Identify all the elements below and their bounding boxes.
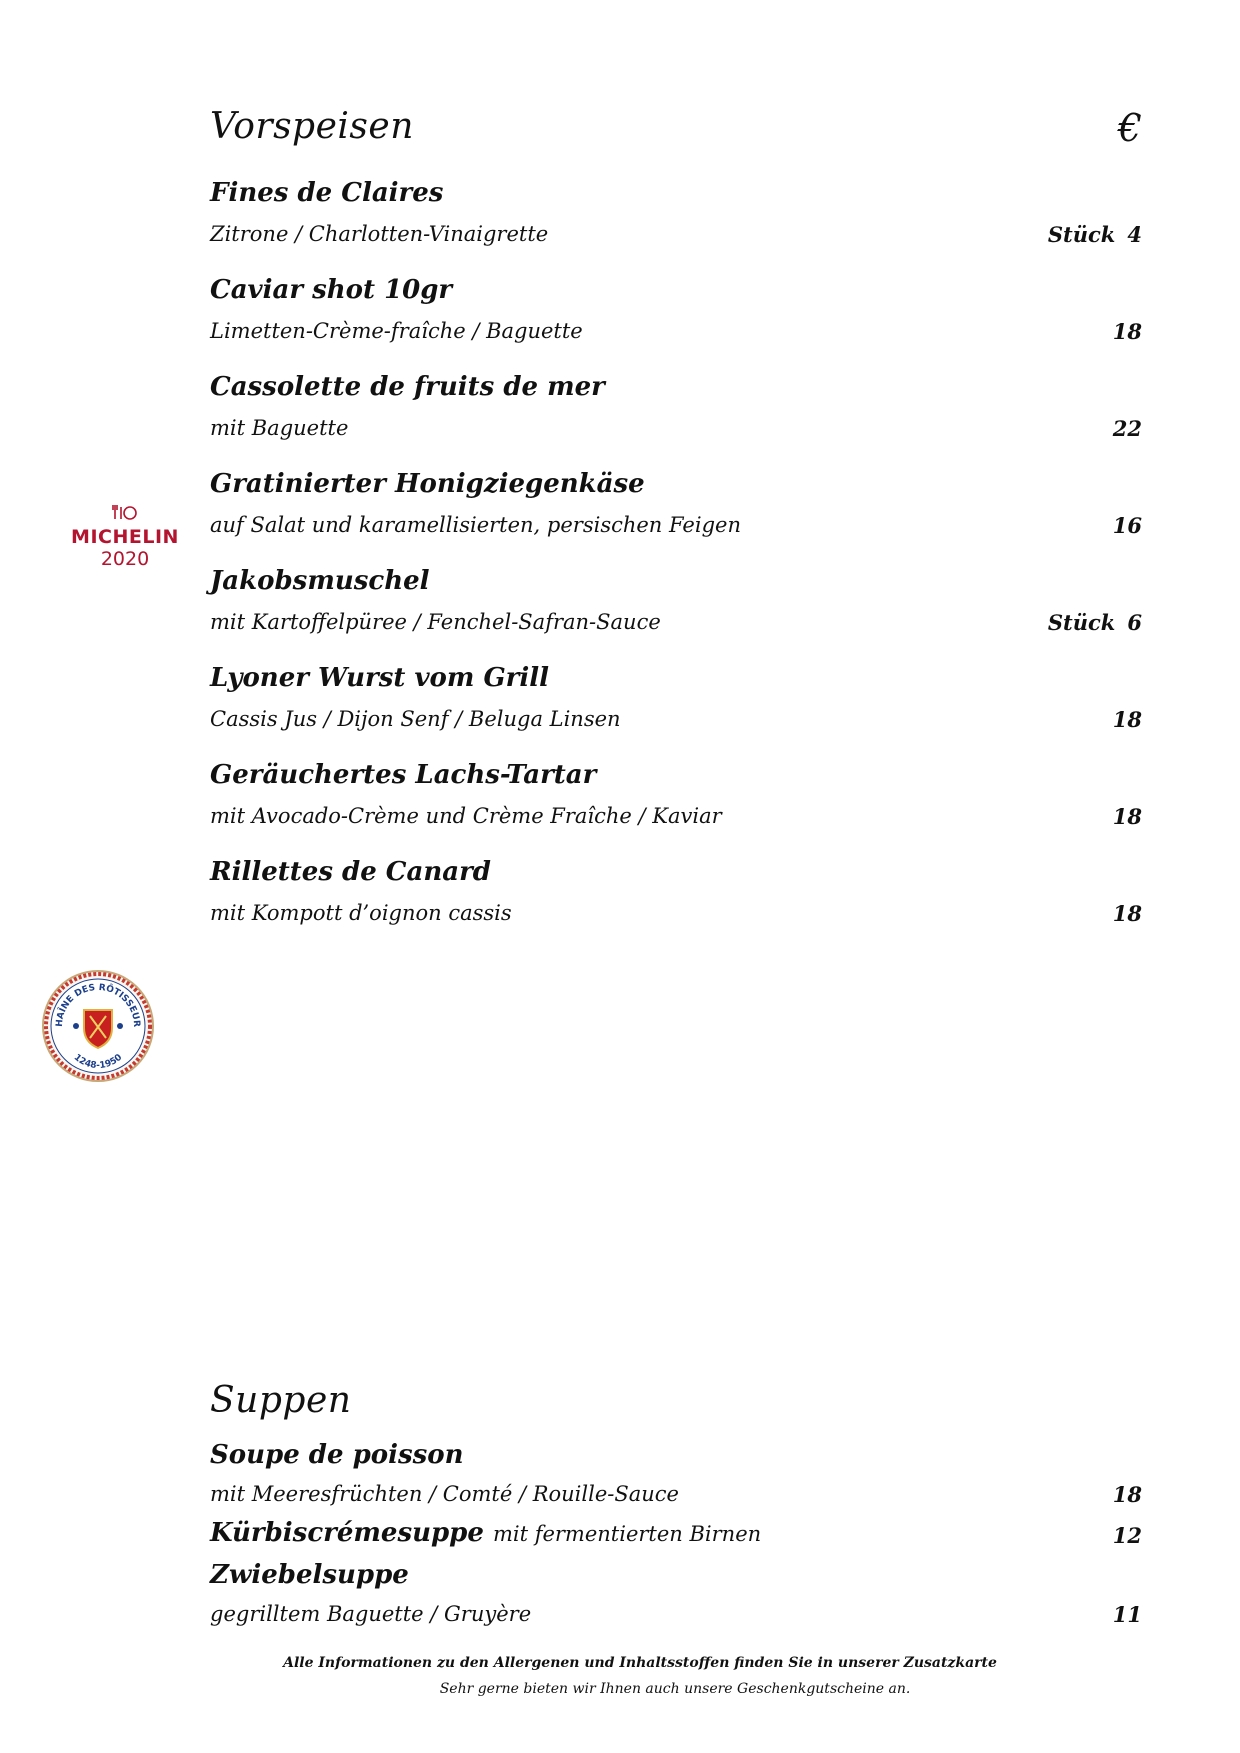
- item-price: [1048, 610, 1142, 635]
- item-title: Fines de Claires: [210, 178, 444, 208]
- voucher-notice: Sehr gerne bieten wir Ihnen auch unsere Geschenkgutscheine an.: [439, 1681, 911, 1697]
- item-price: 18: [1112, 901, 1142, 926]
- currency-symbol: €: [1117, 106, 1142, 150]
- price-value: 6: [1127, 610, 1142, 635]
- michelin-year: 2020: [100, 548, 150, 570]
- item-title: Jakobsmuschel: [210, 566, 430, 596]
- item-title: Gratinierter Honigziegenkäse: [210, 469, 645, 499]
- chaine-des-rotisseurs-seal-icon: [40, 968, 156, 1084]
- item-description: mit Kompott d’oignon cassis: [210, 901, 512, 925]
- item-price: 12: [1112, 1523, 1142, 1548]
- price-unit: Stück: [1047, 610, 1116, 635]
- item-description: mit Avocado-Crème und Crème Fraîche / Kaviar: [210, 804, 722, 828]
- item-description: mit Kartoffelpüree / Fenchel-Safran-Sauce: [210, 610, 661, 634]
- item-price: 18: [1112, 319, 1142, 344]
- allergen-notice: Alle Informationen zu den Allergenen und Inhaltsstoffen finden Sie in unserer Zusatzkarte: [283, 1655, 997, 1671]
- item-price: 18: [1112, 804, 1142, 829]
- item-price: 16: [1112, 513, 1142, 538]
- item-title: Geräuchertes Lachs-Tartar: [210, 760, 597, 790]
- seal-text-bottom: 1248-1950: [71, 1052, 125, 1072]
- item-title: [210, 1518, 761, 1548]
- item-title: Soupe de poisson: [210, 1440, 464, 1470]
- section-heading-starters: Vorspeisen: [210, 106, 414, 147]
- item-title: Rillettes de Canard: [210, 857, 491, 887]
- item-description: auf Salat und karamellisierten, persischen Feigen: [210, 513, 741, 537]
- item-description: mit Meeresfrüchten / Comté / Rouille-Sauce: [210, 1482, 679, 1506]
- item-price: 11: [1112, 1602, 1142, 1627]
- item-description: Limetten-Crème-fraîche / Baguette: [210, 319, 583, 343]
- item-title: Lyoner Wurst vom Grill: [210, 663, 549, 693]
- item-inline-description: mit fermentierten Birnen: [492, 1522, 762, 1546]
- item-price: [1048, 222, 1142, 247]
- item-description: Cassis Jus / Dijon Senf / Beluga Linsen: [210, 707, 621, 731]
- seal-text-top: HAÎNE DES RÔTISSEUR: [54, 982, 142, 1028]
- item-title: Zwiebelsuppe: [210, 1560, 409, 1590]
- item-price: 18: [1112, 707, 1142, 732]
- item-title: Cassolette de fruits de mer: [210, 372, 605, 402]
- price-value: 4: [1127, 222, 1142, 247]
- item-title-text: Kürbiscrémesuppe: [210, 1518, 484, 1548]
- item-title: Caviar shot 10gr: [210, 275, 453, 305]
- michelin-fork-icon: [60, 503, 190, 526]
- price-unit: Stück: [1047, 222, 1116, 247]
- item-description: mit Baguette: [210, 416, 349, 440]
- michelin-name: MICHELIN: [71, 526, 179, 548]
- item-description: Zitrone / Charlotten-Vinaigrette: [210, 222, 549, 246]
- item-price: 18: [1112, 1482, 1142, 1507]
- item-description: gegrilltem Baguette / Gruyère: [210, 1602, 532, 1626]
- item-price: 22: [1112, 416, 1142, 441]
- michelin-badge: [60, 503, 190, 570]
- section-heading-soups: Suppen: [210, 1380, 352, 1421]
